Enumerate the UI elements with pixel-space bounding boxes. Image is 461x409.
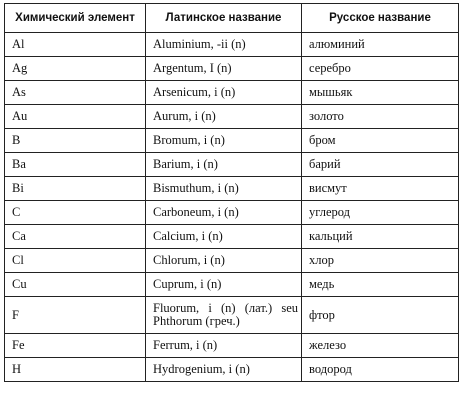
element-symbol: Ca [5, 225, 146, 249]
russian-name: серебро [302, 57, 459, 81]
russian-name: барий [302, 153, 459, 177]
russian-name: фтор [302, 297, 459, 334]
russian-name: железо [302, 334, 459, 358]
header-chemical-element: Химический элемент [5, 4, 146, 33]
table-row [5, 358, 459, 382]
element-symbol: Bi [5, 177, 146, 201]
element-symbol: Ba [5, 153, 146, 177]
table-row [5, 33, 459, 57]
russian-name: мышьяк [302, 81, 459, 105]
latin-name: Barium, i (n) [146, 153, 302, 177]
russian-name: хлор [302, 249, 459, 273]
element-symbol: Ag [5, 57, 146, 81]
table-row [5, 57, 459, 81]
element-symbol: Fe [5, 334, 146, 358]
table-row [5, 273, 459, 297]
latin-name: Cuprum, i (n) [146, 273, 302, 297]
element-symbol: F [5, 297, 146, 334]
latin-name: Calcium, i (n) [146, 225, 302, 249]
latin-name: Hydrogenium, i (n) [146, 358, 302, 382]
table-row [5, 297, 459, 334]
header-russian-name: Русское название [302, 4, 459, 33]
russian-name: бром [302, 129, 459, 153]
latin-name: Arsenicum, i (n) [146, 81, 302, 105]
header-latin-name: Латинское название [146, 4, 302, 33]
latin-name: Fluorum, i (n) (лат.) seu Phthorum (греч.) [146, 297, 302, 334]
latin-name: Argentum, I (n) [146, 57, 302, 81]
element-symbol: Au [5, 105, 146, 129]
table-row [5, 225, 459, 249]
table-header-row [5, 4, 459, 33]
russian-name: медь [302, 273, 459, 297]
russian-name: водород [302, 358, 459, 382]
table-row [5, 153, 459, 177]
element-symbol: Cu [5, 273, 146, 297]
element-symbol: Cl [5, 249, 146, 273]
latin-name: Bromum, i (n) [146, 129, 302, 153]
element-symbol: H [5, 358, 146, 382]
latin-name: Ferrum, i (n) [146, 334, 302, 358]
table-row [5, 249, 459, 273]
latin-name: Aurum, i (n) [146, 105, 302, 129]
latin-name: Aluminium, -ii (n) [146, 33, 302, 57]
element-symbol: C [5, 201, 146, 225]
table-row [5, 81, 459, 105]
russian-name: висмут [302, 177, 459, 201]
table-row [5, 334, 459, 358]
element-symbol: B [5, 129, 146, 153]
table-row [5, 177, 459, 201]
russian-name: кальций [302, 225, 459, 249]
table-row [5, 201, 459, 225]
russian-name: углерод [302, 201, 459, 225]
russian-name: алюминий [302, 33, 459, 57]
table-row [5, 105, 459, 129]
russian-name: золото [302, 105, 459, 129]
element-symbol: Al [5, 33, 146, 57]
table-row [5, 129, 459, 153]
latin-name: Carboneum, i (n) [146, 201, 302, 225]
element-symbol: As [5, 81, 146, 105]
latin-name: Bismuthum, i (n) [146, 177, 302, 201]
latin-name: Chlorum, i (n) [146, 249, 302, 273]
elements-table [4, 3, 459, 382]
